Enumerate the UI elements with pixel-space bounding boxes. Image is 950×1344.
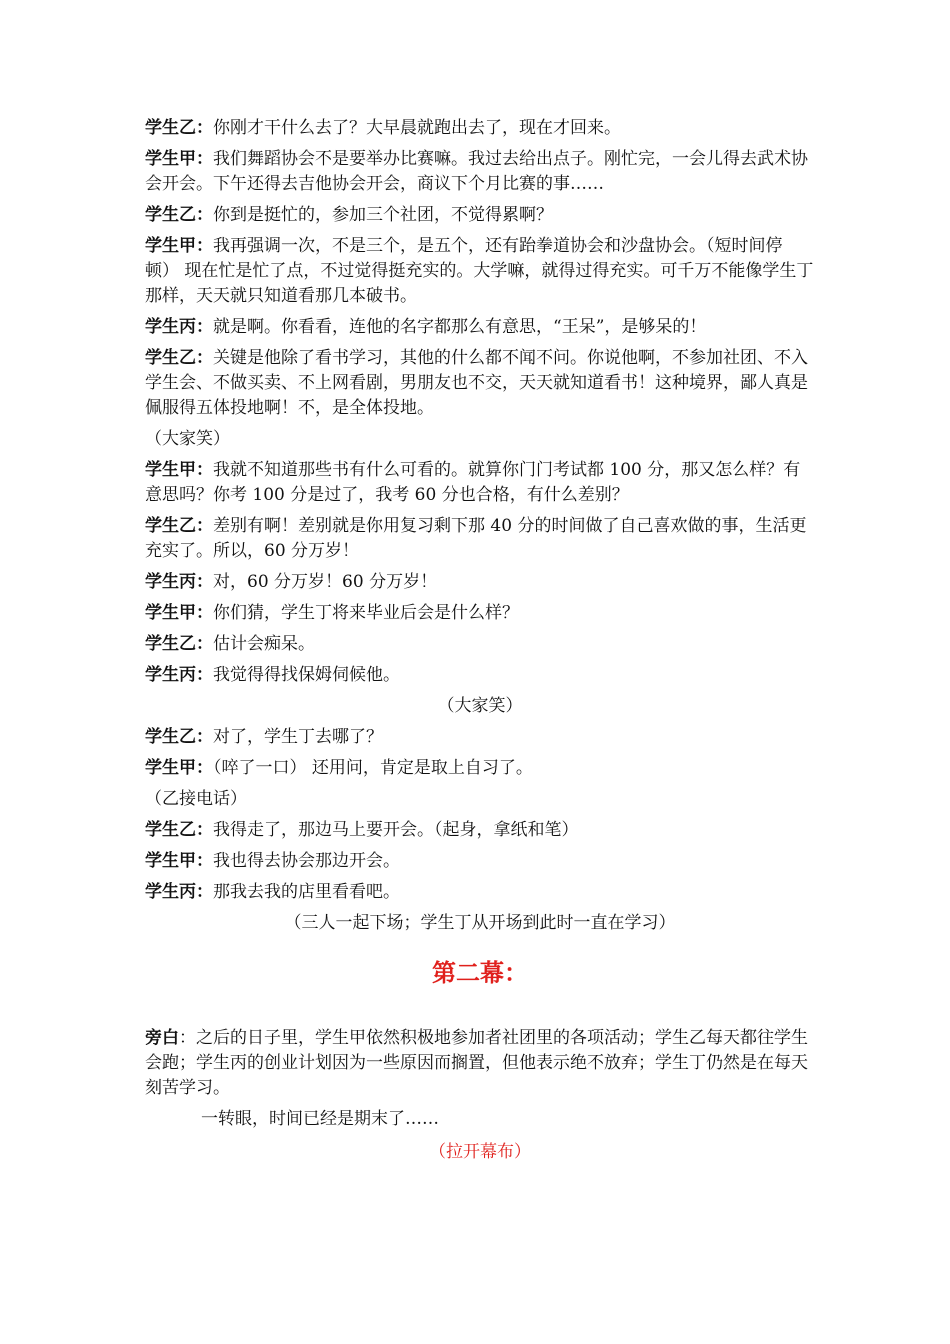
dialogue-block-low (145, 725, 815, 781)
dialogue-text: 我觉得得找保姆伺候他。 (213, 665, 400, 685)
dialogue-text: 我就不知道那些书有什么可看的。就算你门门考试都 100 分，那又怎么样？有意思吗？你考 100 分是过了，我考 60 分也合格，有什么差别？ (145, 460, 801, 505)
dialogue-line (145, 849, 815, 874)
dialogue-line (145, 601, 815, 626)
dialogue-text: 对，60 分万岁！60 分万岁！ (213, 572, 438, 592)
dialogue-line (145, 346, 815, 421)
stage-direction-laugh: （大家笑） (145, 429, 230, 449)
stage-direction-curtain: （拉开幕布） (429, 1142, 531, 1162)
dialogue-block-mid (145, 458, 815, 688)
dialogue-text: 你到是挺忙的，参加三个社团，不觉得累啊？ (213, 205, 553, 225)
stage-direction-laugh-centered: （大家笑） (437, 696, 523, 716)
dialogue-text: 我也得去协会那边开会。 (213, 851, 400, 871)
speaker-name: 学生甲： (145, 236, 213, 256)
speaker-name: 学生甲： (145, 603, 213, 623)
narration-speaker: 旁白 (145, 1028, 179, 1048)
speaker-name: 学生甲： (145, 758, 213, 778)
dialogue-block-end (145, 818, 815, 905)
speaker-name: 学生乙： (145, 118, 213, 138)
speaker-name: 学生乙： (145, 205, 213, 225)
speaker-name: 学生乙： (145, 727, 213, 747)
dialogue-text: 我们舞蹈协会不是要举办比赛嘛。我过去给出点子。刚忙完，一会儿得去武术协会开会。下午还得去吉他协会开会，商议下个月比赛的事…… (145, 149, 808, 194)
dialogue-line (145, 663, 815, 688)
stage-direction-exit: （三人一起下场；学生丁从开场到此时一直在学习） (284, 913, 676, 933)
narration-text: 之后的日子里，学生甲依然积极地参加者社团里的各项活动；学生乙每天都往学生会跑；学生丙的创业计划因为一些原因而搁置，但他表示绝不放弃；学生丁仍然是在每天刻苦学习。 (145, 1028, 808, 1098)
dialogue-text: 关键是他除了看书学习，其他的什么都不闻不问。你说他啊，不参加社团、不入学生会、不做买卖、不上网看剧，男朋友也不交，天天就知道看书！这种境界，鄙人真是佩服得五体投地啊！不，是全体投地。 (145, 348, 808, 418)
dialogue-line (145, 234, 815, 309)
dialogue-block-top (145, 116, 815, 421)
act-title: 第二幕： (432, 959, 528, 987)
dialogue-line (145, 147, 815, 197)
speaker-name: 学生乙： (145, 348, 213, 368)
speaker-name: 学生乙： (145, 820, 213, 840)
dialogue-line (145, 632, 815, 657)
narration-line-2: 一转眼，时间已经是期末了…… (201, 1109, 439, 1129)
speaker-name: 学生丙： (145, 317, 213, 337)
stage-direction-phone: （乙接电话） (145, 789, 247, 809)
narration-colon: ： (179, 1028, 196, 1048)
script-page (145, 116, 815, 1165)
speaker-name: 学生丙： (145, 572, 213, 592)
dialogue-text: 我再强调一次，不是三个，是五个，还有跆拳道协会和沙盘协会。（短时间停顿） 现在忙是忙了点，不过觉得挺充实的。大学嘛，就得过得充实。可千万不能像学生丁那样，天天就只知道看那几本破书。 (145, 236, 814, 306)
dialogue-text: 那我去我的店里看看吧。 (213, 882, 400, 902)
speaker-name: 学生乙： (145, 634, 213, 654)
dialogue-line (145, 756, 815, 781)
dialogue-line (145, 116, 815, 141)
dialogue-line (145, 570, 815, 595)
dialogue-text: 估计会痴呆。 (213, 634, 315, 654)
speaker-name: 学生甲： (145, 149, 213, 169)
dialogue-text: 就是啊。你看看，连他的名字都那么有意思，“王呆”，是够呆的！ (213, 317, 707, 337)
dialogue-text: 我得走了，那边马上要开会。（起身，拿纸和笔） (213, 820, 579, 840)
speaker-name: 学生甲： (145, 851, 213, 871)
dialogue-line (145, 725, 815, 750)
speaker-name: 学生丙： (145, 665, 213, 685)
dialogue-text: 你们猜，学生丁将来毕业后会是什么样？ (213, 603, 519, 623)
dialogue-line (145, 458, 815, 508)
dialogue-line (145, 203, 815, 228)
dialogue-text: 对了，学生丁去哪了？ (213, 727, 383, 747)
speaker-name: 学生甲： (145, 460, 213, 480)
speaker-name: 学生乙： (145, 516, 213, 536)
dialogue-text: 差别有啊！差别就是你用复习剩下那 40 分的时间做了自己喜欢做的事，生活更充实了。所以，60 分万岁！ (145, 516, 807, 561)
dialogue-text: 你刚才干什么去了？大早晨就跑出去了，现在才回来。 (213, 118, 621, 138)
narration-paragraph (145, 1026, 815, 1101)
dialogue-line (145, 315, 815, 340)
speaker-name: 学生丙： (145, 882, 213, 902)
dialogue-line (145, 880, 815, 905)
dialogue-text: （啐了一口） 还用问，肯定是取上自习了。 (213, 758, 533, 778)
dialogue-line (145, 514, 815, 564)
dialogue-line (145, 818, 815, 843)
